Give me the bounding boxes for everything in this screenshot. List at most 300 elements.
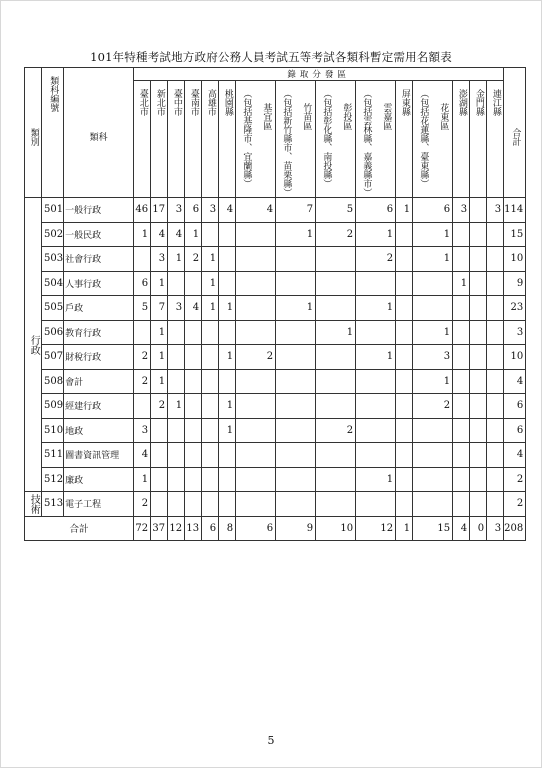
value-cell: 1 <box>316 320 356 345</box>
header-region-15 <box>487 81 504 198</box>
header-code-text: 類科編號 <box>48 76 59 112</box>
value-cell <box>396 296 413 321</box>
value-cell: 46 <box>134 198 151 223</box>
value-cell <box>470 296 487 321</box>
header-region-group-text <box>356 89 395 197</box>
value-cell <box>219 467 236 492</box>
value-cell <box>453 222 470 247</box>
header-category-text: 類別 <box>28 127 39 146</box>
header-region-4 <box>185 81 202 198</box>
row-total-cell: 6 <box>504 418 526 443</box>
value-cell <box>487 222 504 247</box>
header-subject-text: 類科 <box>89 133 108 143</box>
value-cell <box>413 443 453 468</box>
value-cell <box>276 492 316 517</box>
value-cell <box>219 369 236 394</box>
value-cell: 1 <box>356 467 396 492</box>
totals-value-cell: 13 <box>185 516 202 541</box>
category-label: 行政 <box>28 334 40 355</box>
value-cell <box>453 418 470 443</box>
value-cell <box>185 443 202 468</box>
header-code <box>42 68 64 198</box>
header-region-name: 彰投區 <box>341 103 352 130</box>
value-cell <box>236 369 276 394</box>
totals-row <box>25 516 526 541</box>
value-cell: 2 <box>185 247 202 272</box>
subject-cell: 一般民政 <box>64 222 134 247</box>
header-region-name: 花東區 <box>438 103 449 130</box>
header-region-name: 桃園縣 <box>222 89 233 116</box>
value-cell <box>396 467 413 492</box>
value-cell <box>168 345 185 370</box>
header-region-6 <box>219 81 236 198</box>
value-cell: 1 <box>396 198 413 223</box>
value-cell <box>236 296 276 321</box>
value-cell <box>276 271 316 296</box>
subject-cell: 會計 <box>64 369 134 394</box>
table-row <box>25 418 526 443</box>
header-region-8 <box>276 81 316 198</box>
value-cell <box>487 345 504 370</box>
subject-cell: 教育行政 <box>64 320 134 345</box>
row-total-cell: 10 <box>504 345 526 370</box>
header-region-group-text <box>413 89 452 188</box>
value-cell: 1 <box>219 345 236 370</box>
table-row <box>25 247 526 272</box>
value-cell: 1 <box>202 271 219 296</box>
value-cell: 7 <box>276 198 316 223</box>
value-cell <box>202 418 219 443</box>
value-cell: 4 <box>168 222 185 247</box>
value-cell <box>470 247 487 272</box>
value-cell <box>453 369 470 394</box>
value-cell: 4 <box>185 296 202 321</box>
value-cell <box>316 394 356 419</box>
header-region-2 <box>151 81 168 198</box>
value-cell <box>453 320 470 345</box>
value-cell <box>185 345 202 370</box>
value-cell <box>316 443 356 468</box>
value-cell <box>185 467 202 492</box>
header-region-name: 澎湖縣 <box>456 89 467 116</box>
code-cell: 507 <box>42 345 64 370</box>
value-cell <box>356 492 396 517</box>
value-cell <box>316 345 356 370</box>
value-cell <box>487 492 504 517</box>
value-cell <box>316 369 356 394</box>
totals-value-cell: 15 <box>413 516 453 541</box>
value-cell: 2 <box>236 345 276 370</box>
code-cell: 501 <box>42 198 64 223</box>
totals-value-cell: 37 <box>151 516 168 541</box>
value-cell: 3 <box>487 198 504 223</box>
value-cell <box>396 320 413 345</box>
header-region-note: （包括花蓮縣、臺東縣） <box>418 89 429 188</box>
value-cell <box>219 271 236 296</box>
value-cell: 4 <box>151 222 168 247</box>
value-cell <box>185 418 202 443</box>
value-cell: 3 <box>151 247 168 272</box>
header-region-name: 連江縣 <box>490 89 501 116</box>
value-cell <box>453 394 470 419</box>
quota-table <box>24 67 526 541</box>
totals-value-cell: 6 <box>202 516 219 541</box>
table-row <box>25 320 526 345</box>
subject-cell: 財稅行政 <box>64 345 134 370</box>
value-cell: 1 <box>151 271 168 296</box>
value-cell: 3 <box>168 198 185 223</box>
header-region-3 <box>168 81 185 198</box>
row-total-cell: 114 <box>504 198 526 223</box>
value-cell <box>168 443 185 468</box>
value-cell <box>356 271 396 296</box>
value-cell <box>316 247 356 272</box>
subject-cell: 地政 <box>64 418 134 443</box>
value-cell <box>413 418 453 443</box>
value-cell <box>276 418 316 443</box>
value-cell: 1 <box>219 296 236 321</box>
value-cell <box>316 492 356 517</box>
row-total-cell: 15 <box>504 222 526 247</box>
subject-cell: 戶政 <box>64 296 134 321</box>
value-cell <box>219 247 236 272</box>
header-region-name: 臺南市 <box>188 89 199 116</box>
grand-total-cell: 208 <box>504 516 526 541</box>
value-cell <box>185 492 202 517</box>
header-region-note: （包括雲林縣、嘉義縣市） <box>361 89 372 197</box>
value-cell <box>396 369 413 394</box>
table-row <box>25 443 526 468</box>
table-row <box>25 492 526 517</box>
code-cell: 504 <box>42 271 64 296</box>
code-cell: 508 <box>42 369 64 394</box>
totals-value-cell: 8 <box>219 516 236 541</box>
header-region-name: 屏東縣 <box>399 89 410 116</box>
totals-value-cell: 4 <box>453 516 470 541</box>
totals-value-cell: 1 <box>396 516 413 541</box>
table-row <box>25 222 526 247</box>
header-region-5 <box>202 81 219 198</box>
value-cell <box>151 492 168 517</box>
value-cell <box>151 443 168 468</box>
value-cell: 1 <box>453 271 470 296</box>
value-cell <box>236 492 276 517</box>
header-region-note: （包括新竹縣市、苗栗縣） <box>281 89 292 197</box>
value-cell <box>236 271 276 296</box>
value-cell <box>151 418 168 443</box>
value-cell <box>487 247 504 272</box>
value-cell <box>396 247 413 272</box>
value-cell <box>276 247 316 272</box>
value-cell <box>316 296 356 321</box>
value-cell <box>470 198 487 223</box>
value-cell <box>202 222 219 247</box>
header-region-group: 錄取分發區 <box>134 68 504 81</box>
subject-cell: 廉政 <box>64 467 134 492</box>
totals-value-cell: 9 <box>276 516 316 541</box>
value-cell <box>413 271 453 296</box>
code-cell: 510 <box>42 418 64 443</box>
value-cell <box>453 492 470 517</box>
totals-value-cell: 12 <box>168 516 185 541</box>
value-cell <box>185 320 202 345</box>
value-cell: 1 <box>276 296 316 321</box>
value-cell: 1 <box>276 222 316 247</box>
header-region-name: 竹苗區 <box>301 103 312 130</box>
value-cell <box>396 492 413 517</box>
value-cell <box>453 467 470 492</box>
value-cell <box>219 443 236 468</box>
document-title: 101年特種考試地方政府公務人員考試五等考試各類科暫定需用名額表 <box>90 50 452 64</box>
value-cell: 1 <box>151 345 168 370</box>
header-region-10 <box>356 81 396 198</box>
row-total-cell: 10 <box>504 247 526 272</box>
category-cell <box>25 198 42 492</box>
value-cell <box>134 247 151 272</box>
table-row <box>25 467 526 492</box>
table-row <box>25 296 526 321</box>
value-cell <box>487 443 504 468</box>
value-cell: 1 <box>413 369 453 394</box>
category-cell <box>25 492 42 517</box>
value-cell <box>236 320 276 345</box>
value-cell <box>487 271 504 296</box>
header-region-name: 金門縣 <box>473 89 484 116</box>
value-cell: 2 <box>151 394 168 419</box>
value-cell <box>236 443 276 468</box>
code-cell: 509 <box>42 394 64 419</box>
subject-cell: 圖書資訊管理 <box>64 443 134 468</box>
value-cell <box>470 222 487 247</box>
value-cell <box>453 247 470 272</box>
value-cell <box>168 418 185 443</box>
row-total-cell: 2 <box>504 467 526 492</box>
value-cell <box>356 369 396 394</box>
header-region-name: 臺北市 <box>137 89 148 116</box>
code-cell: 506 <box>42 320 64 345</box>
value-cell <box>202 369 219 394</box>
row-total-cell: 4 <box>504 443 526 468</box>
value-cell <box>202 467 219 492</box>
value-cell: 1 <box>202 296 219 321</box>
value-cell <box>396 394 413 419</box>
totals-label: 合計 <box>25 516 134 541</box>
value-cell: 1 <box>151 320 168 345</box>
totals-value-cell: 12 <box>356 516 396 541</box>
value-cell: 4 <box>236 198 276 223</box>
value-cell <box>487 296 504 321</box>
value-cell <box>168 271 185 296</box>
totals-value-cell: 0 <box>470 516 487 541</box>
value-cell: 1 <box>185 222 202 247</box>
value-cell <box>487 320 504 345</box>
header-total-text: 合計 <box>510 127 521 146</box>
value-cell <box>236 394 276 419</box>
value-cell: 4 <box>134 443 151 468</box>
value-cell <box>487 467 504 492</box>
value-cell: 2 <box>134 345 151 370</box>
value-cell: 1 <box>413 247 453 272</box>
header-region-name: 基宜區 <box>261 103 272 130</box>
code-cell: 502 <box>42 222 64 247</box>
value-cell <box>276 443 316 468</box>
value-cell <box>356 443 396 468</box>
value-cell: 2 <box>316 418 356 443</box>
value-cell <box>470 467 487 492</box>
value-cell: 7 <box>151 296 168 321</box>
header-region-11 <box>396 81 413 198</box>
value-cell: 1 <box>134 467 151 492</box>
value-cell <box>151 467 168 492</box>
header-region-name: 雲嘉區 <box>381 103 392 130</box>
value-cell <box>470 418 487 443</box>
value-cell: 1 <box>168 394 185 419</box>
header-region-name: 新北市 <box>154 89 165 116</box>
totals-value-cell: 6 <box>236 516 276 541</box>
value-cell: 5 <box>316 198 356 223</box>
header-region-group-text <box>236 89 275 188</box>
value-cell: 3 <box>202 198 219 223</box>
value-cell: 1 <box>168 247 185 272</box>
value-cell <box>470 443 487 468</box>
value-cell <box>453 296 470 321</box>
value-cell <box>219 222 236 247</box>
header-region-name: 高雄市 <box>205 89 216 116</box>
value-cell <box>453 345 470 370</box>
value-cell <box>236 247 276 272</box>
value-cell <box>413 467 453 492</box>
code-cell: 511 <box>42 443 64 468</box>
value-cell: 1 <box>219 418 236 443</box>
value-cell: 6 <box>356 198 396 223</box>
category-label: 技術 <box>28 493 40 514</box>
value-cell <box>276 394 316 419</box>
value-cell <box>134 320 151 345</box>
value-cell <box>134 394 151 419</box>
value-cell <box>316 467 356 492</box>
value-cell <box>396 345 413 370</box>
value-cell <box>396 443 413 468</box>
value-cell <box>276 320 316 345</box>
value-cell <box>219 492 236 517</box>
value-cell: 3 <box>168 296 185 321</box>
header-region-14 <box>470 81 487 198</box>
header-region-1 <box>134 81 151 198</box>
totals-value-cell: 72 <box>134 516 151 541</box>
value-cell <box>413 492 453 517</box>
header-category <box>25 68 42 198</box>
value-cell: 1 <box>134 222 151 247</box>
value-cell: 3 <box>134 418 151 443</box>
value-cell <box>470 369 487 394</box>
header-row-1 <box>25 68 526 81</box>
code-cell: 503 <box>42 247 64 272</box>
value-cell <box>470 320 487 345</box>
subject-cell: 社會行政 <box>64 247 134 272</box>
value-cell: 5 <box>134 296 151 321</box>
value-cell <box>470 394 487 419</box>
value-cell: 1 <box>356 296 396 321</box>
value-cell: 2 <box>134 492 151 517</box>
value-cell: 3 <box>453 198 470 223</box>
value-cell <box>356 418 396 443</box>
value-cell <box>487 369 504 394</box>
subject-cell: 人事行政 <box>64 271 134 296</box>
value-cell <box>470 492 487 517</box>
row-total-cell: 23 <box>504 296 526 321</box>
value-cell <box>356 394 396 419</box>
table-row <box>25 198 526 223</box>
value-cell <box>487 394 504 419</box>
value-cell <box>168 467 185 492</box>
header-region-13 <box>453 81 470 198</box>
value-cell <box>276 369 316 394</box>
value-cell: 6 <box>185 198 202 223</box>
code-cell: 505 <box>42 296 64 321</box>
value-cell: 17 <box>151 198 168 223</box>
value-cell <box>413 296 453 321</box>
value-cell: 2 <box>413 394 453 419</box>
header-region-group-text <box>276 89 315 197</box>
value-cell <box>202 492 219 517</box>
value-cell: 1 <box>413 320 453 345</box>
table-row <box>25 394 526 419</box>
value-cell <box>168 492 185 517</box>
value-cell: 2 <box>316 222 356 247</box>
table-row <box>25 345 526 370</box>
table-row <box>25 271 526 296</box>
value-cell: 2 <box>134 369 151 394</box>
value-cell: 1 <box>219 394 236 419</box>
value-cell <box>470 271 487 296</box>
value-cell <box>202 394 219 419</box>
page-number: 5 <box>267 734 275 747</box>
value-cell <box>185 394 202 419</box>
code-cell: 512 <box>42 467 64 492</box>
value-cell <box>185 271 202 296</box>
header-region-9 <box>316 81 356 198</box>
value-cell: 6 <box>413 198 453 223</box>
value-cell <box>236 418 276 443</box>
value-cell <box>453 443 470 468</box>
value-cell <box>219 320 236 345</box>
value-cell <box>396 418 413 443</box>
value-cell: 6 <box>134 271 151 296</box>
value-cell <box>276 345 316 370</box>
header-total <box>504 68 526 198</box>
totals-value-cell: 3 <box>487 516 504 541</box>
subject-cell: 一般行政 <box>64 198 134 223</box>
header-subject <box>64 68 134 198</box>
totals-value-cell: 10 <box>316 516 356 541</box>
value-cell: 1 <box>356 345 396 370</box>
header-region-group-text <box>316 89 355 188</box>
row-total-cell: 6 <box>504 394 526 419</box>
value-cell: 1 <box>202 247 219 272</box>
value-cell <box>202 443 219 468</box>
value-cell <box>236 467 276 492</box>
value-cell <box>168 369 185 394</box>
value-cell <box>396 222 413 247</box>
value-cell <box>316 271 356 296</box>
header-region-name: 臺中市 <box>171 89 182 116</box>
value-cell <box>168 320 185 345</box>
value-cell <box>276 467 316 492</box>
value-cell <box>202 320 219 345</box>
value-cell <box>487 418 504 443</box>
value-cell: 3 <box>413 345 453 370</box>
value-cell <box>185 369 202 394</box>
